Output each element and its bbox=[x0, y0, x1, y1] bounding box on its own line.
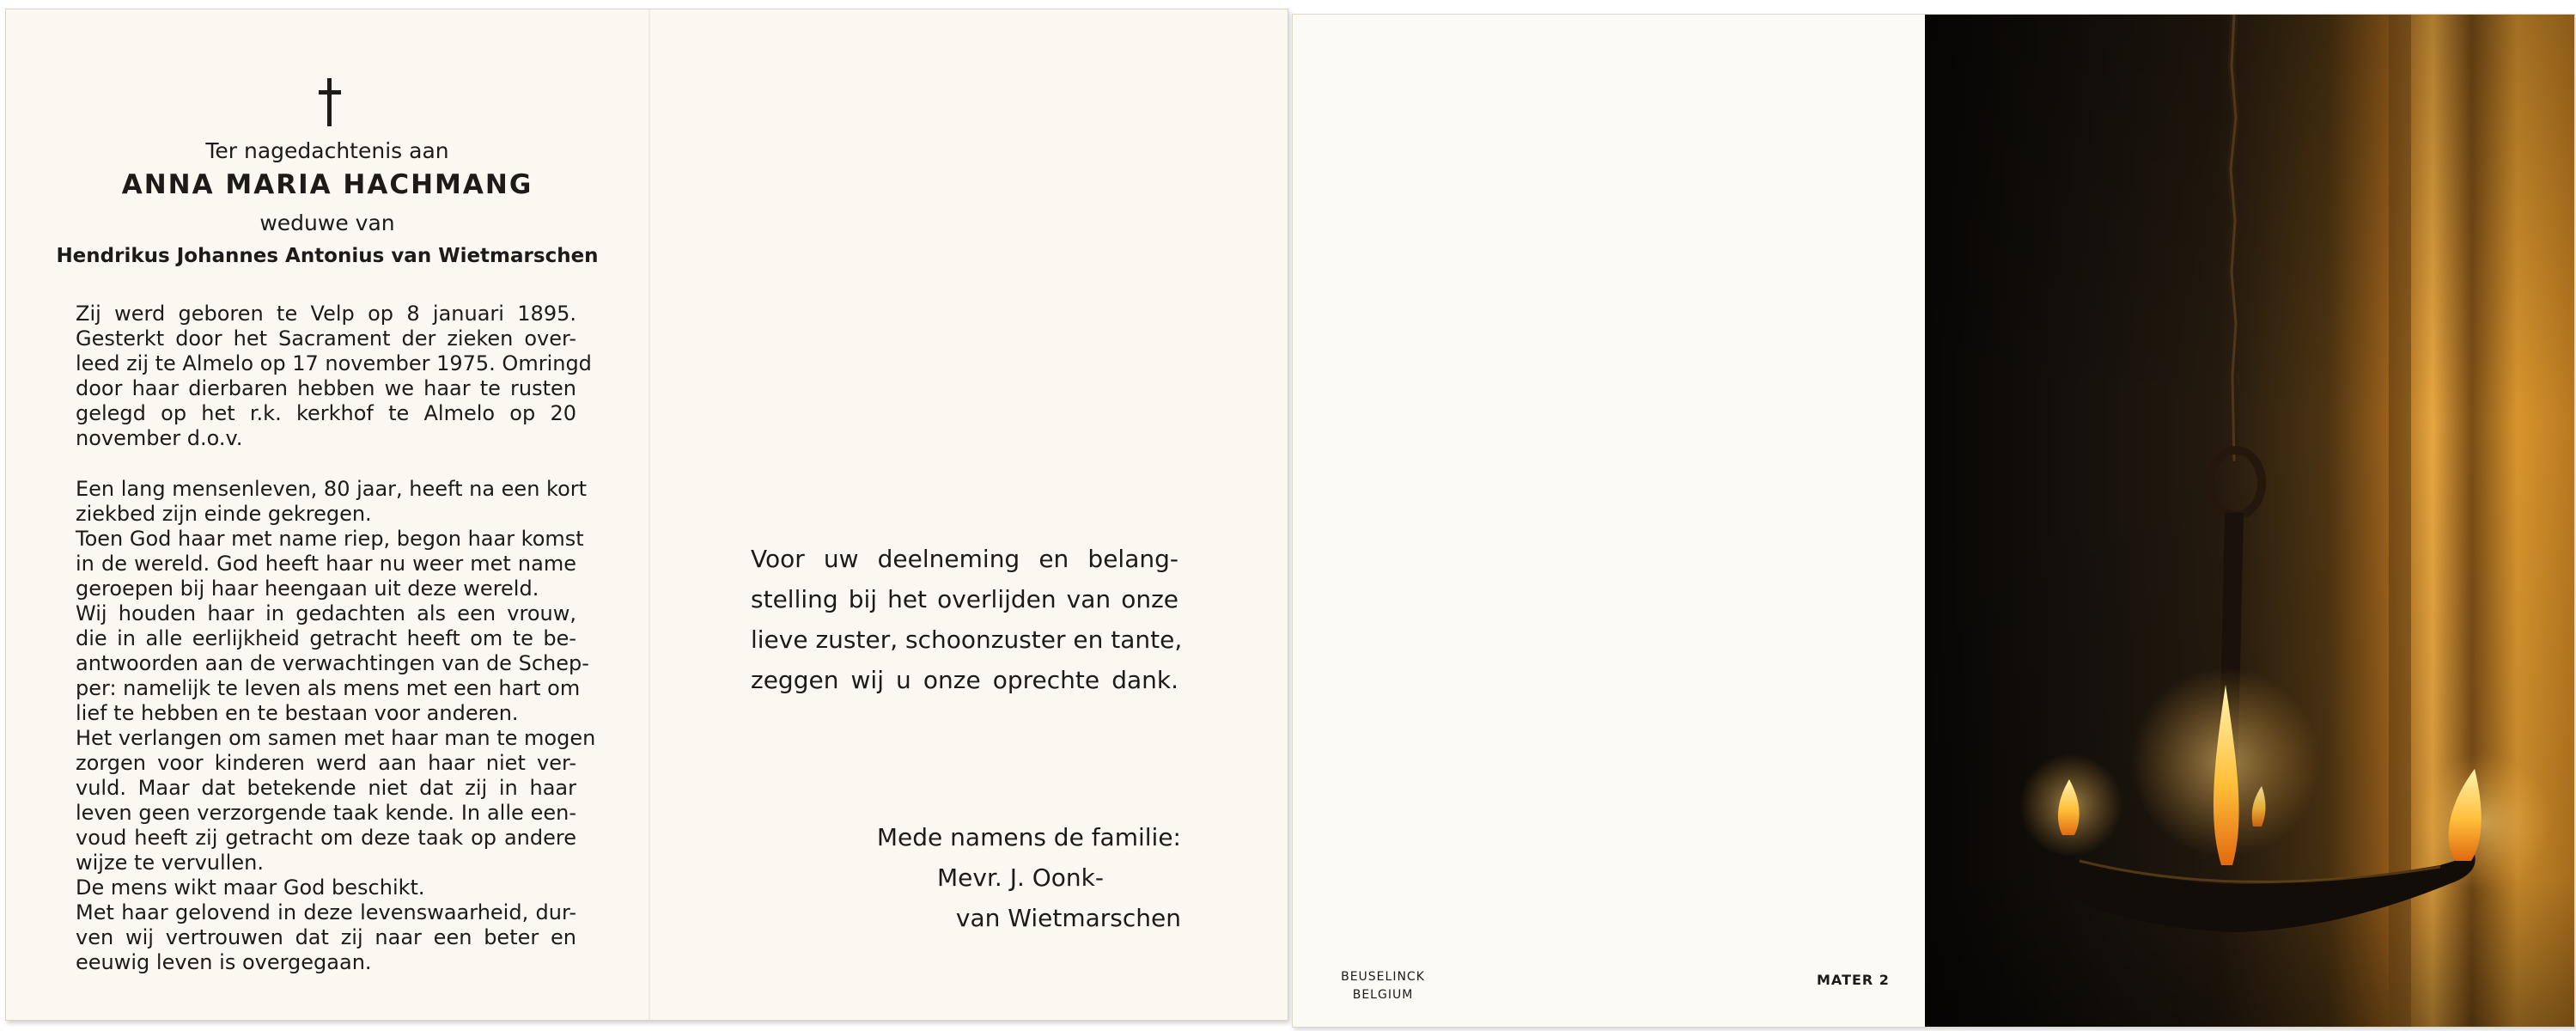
text-line: Gesterkt door het Sacrament der zieken over- bbox=[76, 326, 576, 351]
text-line: vuld. Maar dat betekende niet dat zij in haar bbox=[76, 776, 576, 800]
text-line: ziekbed zijn einde gekregen. bbox=[76, 502, 372, 526]
printer-name: BEUSELINCK bbox=[1341, 970, 1425, 984]
text-line: De mens wikt maar God beschikt. bbox=[76, 875, 425, 900]
latin-cross-icon bbox=[313, 78, 347, 126]
text-line: ven wij vertrouwen dat zij naar een beter en bbox=[76, 925, 576, 949]
reflection-paragraph bbox=[76, 477, 596, 975]
text-line: Het verlangen om samen met haar man te mogen bbox=[76, 726, 596, 750]
hanging-oil-lamp-image bbox=[1925, 15, 2575, 1027]
text-line: geroepen bij haar heengaan uit deze wereld. bbox=[76, 577, 539, 601]
text-line: eeuwig leven is overgegaan. bbox=[76, 950, 372, 974]
text-line: zeggen wij u onze oprechte dank. bbox=[751, 666, 1178, 694]
text-line: Toen God haar met name riep, begon haar komst bbox=[76, 527, 584, 551]
text-line: per: namelijk te leven als mens met een hart om bbox=[76, 676, 581, 700]
memorial-panel bbox=[6, 9, 649, 1020]
text-line: stelling bij het overlijden van onze bbox=[751, 585, 1178, 613]
text-line: die in alle eerlijkheid getracht heeft om te be- bbox=[76, 626, 576, 650]
memorial-intro: Ter nagedachtenis aan bbox=[205, 138, 449, 163]
lamp-illustration bbox=[1925, 15, 2575, 1028]
text-line: lief te hebben en te bestaan voor anderen. bbox=[76, 701, 519, 725]
thank-you-message bbox=[751, 539, 1183, 700]
text-line: zorgen voor kinderen werd aan haar niet ver- bbox=[76, 751, 576, 775]
text-line: november d.o.v. bbox=[76, 426, 243, 450]
text-line: Wij houden haar in gedachten als een vrouw, bbox=[76, 601, 576, 625]
text-line: Mede namens de familie: bbox=[876, 823, 1181, 851]
text-line: door haar dierbaren hebben we haar te rusten bbox=[76, 376, 576, 400]
spouse-name: Hendrikus Johannes Antonius van Wietmarschen bbox=[56, 245, 599, 267]
text-line: lieve zuster, schoonzuster en tante, bbox=[751, 625, 1183, 654]
text-line: leven geen verzorgende taak kende. In alle een- bbox=[76, 801, 576, 825]
text-line: antwoorden aan de verwachtingen van de Schep- bbox=[76, 651, 589, 675]
card-series-code: MATER 2 bbox=[1817, 972, 1890, 988]
memorial-card-outside bbox=[1292, 14, 2575, 1028]
text-line: voud heeft zij getracht om deze taak op andere bbox=[76, 826, 576, 850]
text-line: Mevr. J. Oonk- bbox=[937, 863, 1104, 892]
text-line: wijze te vervullen. bbox=[76, 851, 264, 875]
text-line: Zij werd geboren te Velp op 8 januari 1895. bbox=[76, 302, 576, 326]
text-line: Met haar gelovend in deze levenswaarheid, dur- bbox=[76, 900, 576, 924]
thanks-panel bbox=[650, 9, 1289, 1020]
text-line: Een lang mensenleven, 80 jaar, heeft na een kort bbox=[76, 477, 588, 501]
deceased-name: ANNA MARIA HACHMANG bbox=[121, 169, 533, 200]
text-line: Voor uw deelneming en belang- bbox=[751, 545, 1178, 573]
memorial-card-inside bbox=[5, 9, 1288, 1021]
relation-text: weduwe van bbox=[259, 210, 395, 235]
text-line: van Wietmarschen bbox=[955, 904, 1181, 932]
text-line: leed zij te Almelo op 17 november 1975. Omringd bbox=[76, 351, 592, 375]
back-panel bbox=[1293, 15, 1923, 1027]
printer-imprint bbox=[1336, 968, 1430, 1004]
text-line: in de wereld. God heeft haar nu weer met name bbox=[76, 552, 576, 576]
family-signature bbox=[877, 817, 1181, 938]
printer-country: BELGIUM bbox=[1352, 988, 1414, 1002]
biography-paragraph bbox=[76, 302, 592, 451]
text-line: gelegd op het r.k. kerkhof te Almelo op 20 bbox=[76, 401, 576, 425]
